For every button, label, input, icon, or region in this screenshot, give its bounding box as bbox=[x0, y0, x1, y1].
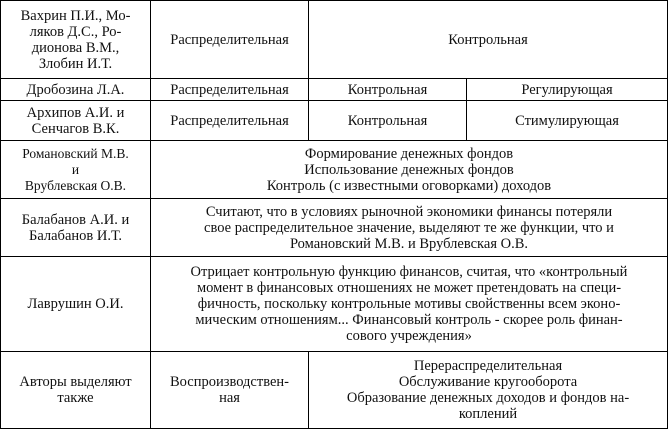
author-cell: Романовский М.В. и Врублевская О.В. bbox=[1, 141, 151, 199]
author-cell: Вахрин П.И., Мо- ляков Д.С., Ро- дионова В.М., Злобин И.Т. bbox=[1, 1, 151, 79]
function-cell: Контрольная bbox=[309, 101, 467, 141]
table-row bbox=[1, 79, 668, 101]
author-cell: Лаврушин О.И. bbox=[1, 257, 151, 352]
author-cell: Балабанов А.И. и Балабанов И.Т. bbox=[1, 199, 151, 257]
table-row bbox=[1, 141, 668, 199]
description-cell: Формирование денежных фондов Использование денежных фондов Контроль (с известными оговорками) доходов bbox=[151, 141, 668, 199]
function-cell: Контрольная bbox=[309, 79, 467, 101]
table-row bbox=[1, 199, 668, 257]
description-cell: Отрицает контрольную функцию финансов, считая, что «контрольный момент в финансовых отношениях не может претендовать на специ- фичность, поскольку контрольные мотивы свойственны всем эконо- мическим отношениям... Финансовый контроль - скорее роль финан- сового учреждения» bbox=[151, 257, 668, 352]
author-cell: Авторы выделяют также bbox=[1, 352, 151, 429]
function-cell: Контрольная bbox=[309, 1, 668, 79]
table-row bbox=[1, 101, 668, 141]
function-cell: Стимулирующая bbox=[467, 101, 668, 141]
table-row bbox=[1, 1, 668, 79]
table-row bbox=[1, 352, 668, 429]
function-cell: Распределительная bbox=[151, 101, 309, 141]
function-cell: Воспроизводствен- ная bbox=[151, 352, 309, 429]
description-cell: Считают, что в условиях рыночной экономики финансы потеряли свое распределительное значение, выделяют те же функции, что и Романовский М.В. и Врублевская О.В. bbox=[151, 199, 668, 257]
function-cell: Перераспределительная Обслуживание кругооборота Образование денежных доходов и фондов на- коплений bbox=[309, 352, 668, 429]
function-cell: Распределительная bbox=[151, 1, 309, 79]
table-row bbox=[1, 257, 668, 352]
author-cell: Архипов А.И. и Сенчагов В.К. bbox=[1, 101, 151, 141]
author-cell: Дробозина Л.А. bbox=[1, 79, 151, 101]
function-cell: Распределительная bbox=[151, 79, 309, 101]
function-cell: Регулирующая bbox=[467, 79, 668, 101]
